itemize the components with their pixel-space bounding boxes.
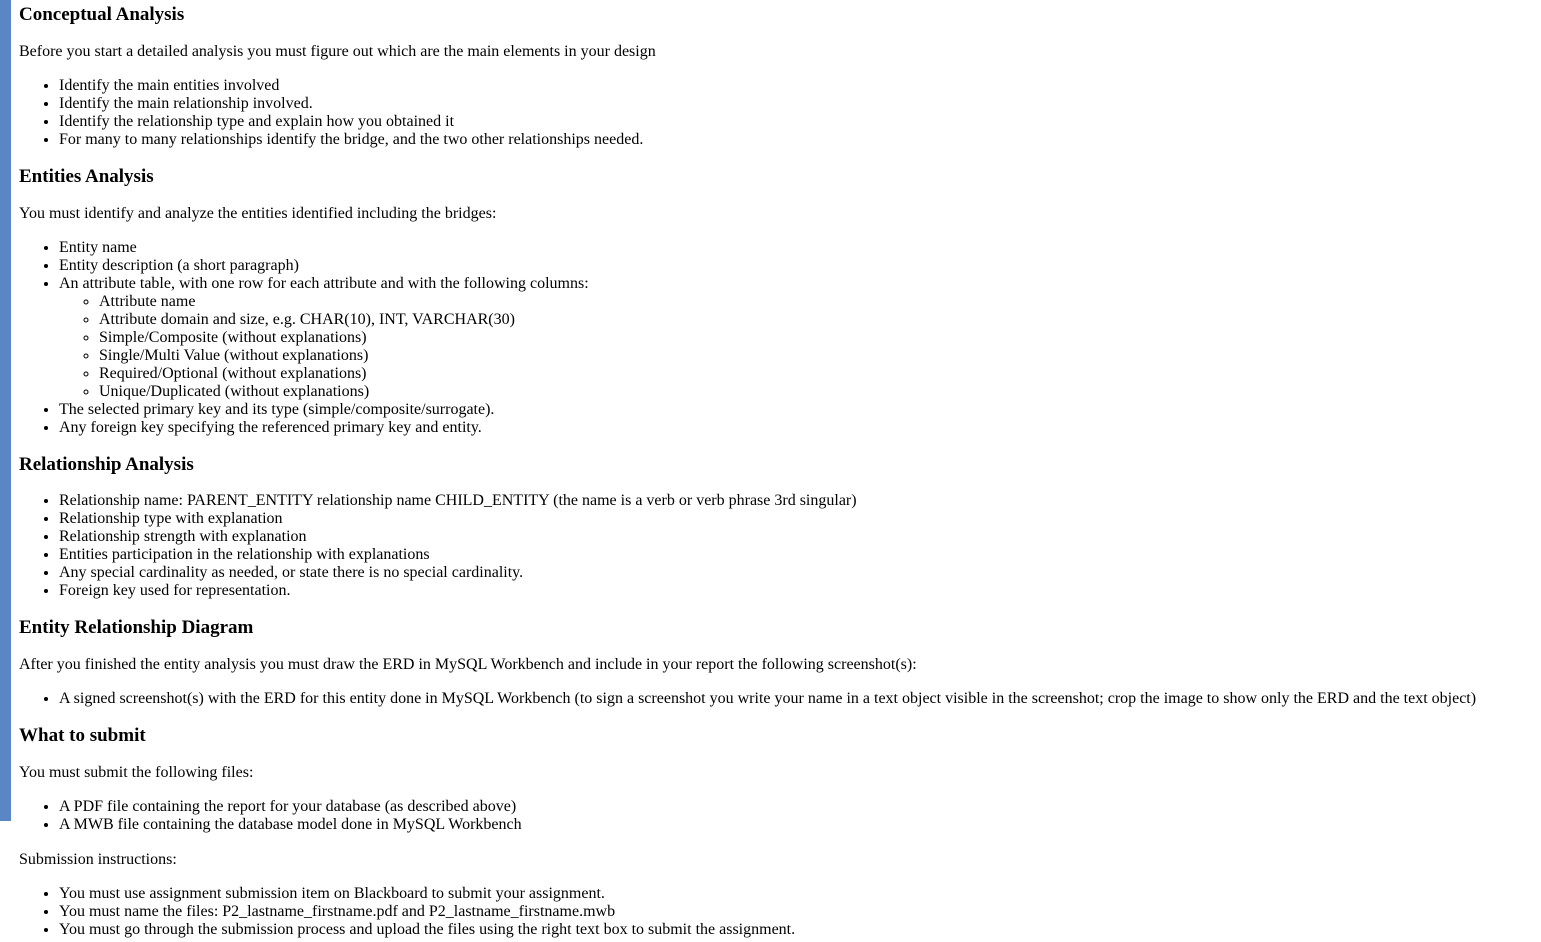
sub-list-item: ◦ Required/Optional (without explanations) xyxy=(99,365,1529,383)
bullet-list xyxy=(19,690,1529,708)
section-heading: What to submit xyxy=(19,725,146,746)
list-item: • The selected primary key and its type (simple/composite/surrogate). xyxy=(59,401,1529,419)
section-intro: You must identify and analyze the entities identified including the bridges: xyxy=(19,205,497,222)
sub-list-item: ◦ Single/Multi Value (without explanations) xyxy=(99,347,1529,365)
list-item: • You must go through the submission process and upload the files using the right text box to submit the assignment. xyxy=(59,921,1529,939)
bullet-list xyxy=(19,239,1529,437)
section-erd xyxy=(19,617,1529,708)
list-item: • Entity name xyxy=(59,239,1529,257)
bullet-list xyxy=(19,77,1529,149)
section-what-to-submit xyxy=(19,725,1529,939)
list-item: • Entities participation in the relationship with explanations xyxy=(59,546,1529,564)
section-relationship-analysis xyxy=(19,454,1529,600)
bullet-list xyxy=(19,492,1529,600)
list-item: • Any special cardinality as needed, or state there is no special cardinality. xyxy=(59,564,1529,582)
sub-list-item: ◦ Simple/Composite (without explanations) xyxy=(99,329,1529,347)
sub-list-item: ◦ Attribute domain and size, e.g. CHAR(10), INT, VARCHAR(30) xyxy=(99,311,1529,329)
section-heading: Conceptual Analysis xyxy=(19,4,185,25)
list-item xyxy=(59,275,1529,401)
section-intro: You must submit the following files: xyxy=(19,764,254,781)
sub-list-item: ◦ Attribute name xyxy=(99,293,1529,311)
section-heading: Entity Relationship Diagram xyxy=(19,617,254,638)
list-item-text: An attribute table, with one row for each attribute and with the following columns: xyxy=(59,275,589,292)
submission-instructions-label: Submission instructions: xyxy=(19,851,177,868)
list-item: • You must use assignment submission item on Blackboard to submit your assignment. xyxy=(59,885,1529,903)
document-content xyxy=(19,0,1529,939)
section-intro: Before you start a detailed analysis you must figure out which are the main elements in your design xyxy=(19,43,656,60)
list-item: • Any foreign key specifying the referenced primary key and entity. xyxy=(59,419,1529,437)
section-entities-analysis xyxy=(19,166,1529,437)
section-heading: Entities Analysis xyxy=(19,166,154,187)
section-intro: After you finished the entity analysis you must draw the ERD in MySQL Workbench and include in your report the following screenshot(s): xyxy=(19,656,917,673)
list-item: • Identify the main entities involved xyxy=(59,77,1529,95)
sub-bullet-list xyxy=(59,293,1529,401)
list-item: • Relationship name: PARENT_ENTITY relationship name CHILD_ENTITY (the name is a verb or verb phrase 3rd singular) xyxy=(59,492,1529,510)
list-item: • For many to many relationships identify the bridge, and the two other relationships needed. xyxy=(59,131,1529,149)
list-item: • Foreign key used for representation. xyxy=(59,582,1529,600)
list-item: • Identify the main relationship involved. xyxy=(59,95,1529,113)
list-item: • Relationship strength with explanation xyxy=(59,528,1529,546)
list-item: • You must name the files: P2_lastname_firstname.pdf and P2_lastname_firstname.mwb xyxy=(59,903,1529,921)
list-item: • A MWB file containing the database model done in MySQL Workbench xyxy=(59,816,1529,834)
list-item: • Entity description (a short paragraph) xyxy=(59,257,1529,275)
section-conceptual-analysis xyxy=(19,4,1529,149)
list-item: • A signed screenshot(s) with the ERD for this entity done in MySQL Workbench (to sign a screenshot you write your name in a text object visible in the screenshot; crop the image to show only the ERD and the text object) xyxy=(59,690,1529,708)
section-heading: Relationship Analysis xyxy=(19,454,194,475)
list-item: • Relationship type with explanation xyxy=(59,510,1529,528)
bullet-list xyxy=(19,885,1529,939)
left-accent-bar xyxy=(0,0,11,821)
sub-list-item: ◦ Unique/Duplicated (without explanations) xyxy=(99,383,1529,401)
list-item: • A PDF file containing the report for your database (as described above) xyxy=(59,798,1529,816)
list-item: • Identify the relationship type and explain how you obtained it xyxy=(59,113,1529,131)
bullet-list xyxy=(19,798,1529,834)
